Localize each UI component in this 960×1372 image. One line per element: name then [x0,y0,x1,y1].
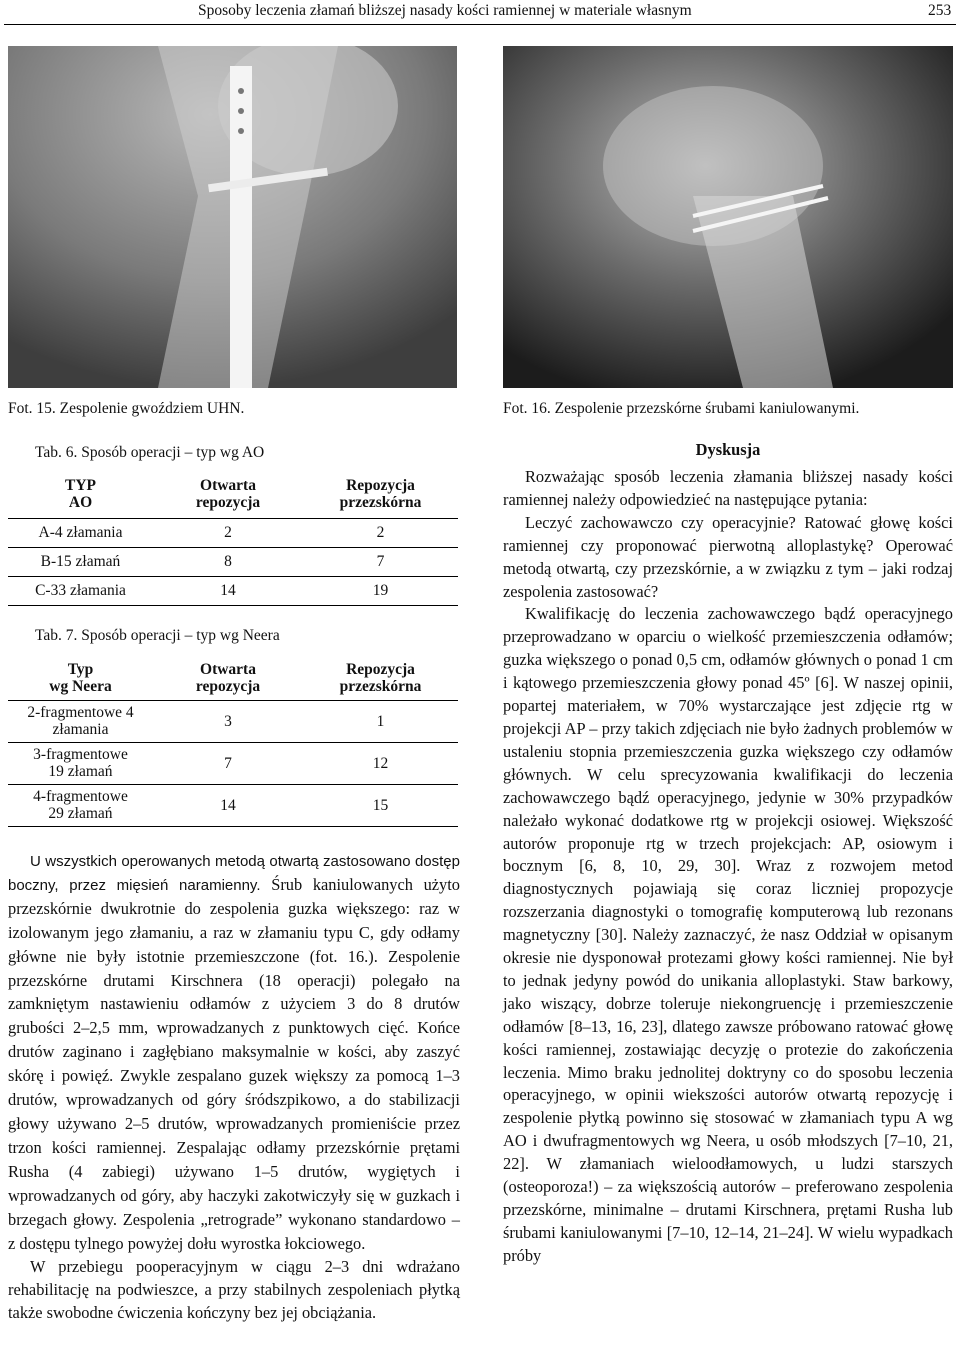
tab7-r1-c2: 12 [303,742,458,784]
right-paragraph-1: Rozważając sposób leczenia złamania bliższej nasady kości ramiennej należy odpowiedzieć na następujące pytania: [503,467,953,509]
table-row [8,700,458,742]
tab6-header-open [153,470,303,518]
tab7-r0-c0-l1: 2-fragmentowe 4 [27,704,134,721]
left-paragraph-1 [8,851,460,1256]
right-paragraph-2: Leczyć zachowawczo czy operacyjnie? Ratować głowę kości ramiennej czy proponować pierwotną alloplastykę? Operować metodą otwartą, czy przezskórnie, a w związku z tym – jaki rodzaj zespolenia zastosować? [503,512,953,601]
tab6-r0-c2: 2 [303,518,458,547]
tab7-r1-c0-l1: 3-fragmentowe [33,746,128,763]
tab6-header-row [8,470,458,518]
tab6-r2-c0: C-33 złamania [8,576,153,605]
left-p1-sans: U wszystkich operowanych metodą otwartą zastosowano dostęp boczny, przez mięsień naramienny. [8,853,460,894]
tab7-r2-c1: 14 [153,784,303,826]
tab6-table [8,470,458,606]
tab7-h1-l1: Otwarta [200,660,256,678]
tab7-h0-l1: Typ [67,660,94,678]
tab7-table [8,656,458,827]
page-number: 253 [928,2,952,19]
running-title: Sposoby leczenia złamań bliższej nasady kości ramiennej w materiale własnym [198,2,692,19]
tab7-h0-l2: wg Neera [49,677,112,695]
tab7-header-row [8,656,458,700]
tab7-r1-c0 [8,742,153,784]
tab6-r1-c2: 7 [303,547,458,576]
fig16-caption: Fot. 16. Zespolenie przezskórne śrubami kaniulowanymi. [503,400,860,417]
tab6-r0-c0: A-4 złamania [8,518,153,547]
header-rule [4,24,956,25]
discussion-heading: Dyskusja [695,440,761,459]
tab7-header-open [153,656,303,700]
tab7-h1-l2: repozycja [195,677,261,695]
tab6-h1-l1: Otwarta [200,476,256,494]
tab6-header-type [8,470,153,518]
tab6-r2-c2: 19 [303,576,458,605]
right-paragraph-3: Kwalifikację do leczenia zachowawczego bądź operacyjnego przeprowadzano w oparciu o wielkość przemieszczenia odłamów; guzka większego o ponad 0,5 cm, odłamów głównych o ponad 1 cm i kątowego przemieszczenia głowy ponad 45º [6]. W naszej opinii, popartej materiałem, w 70% wystarczające jest zdjęcie rtg w projekcji AP – przy takich zdjęciach nie było żadnych problemów w ustaleniu stopnia przemieszczenia guzka większego czy odłamów głównych. W celu sprecyzowania kwalifikacji do leczenia zachowawczego bądź operacyjnego, jedynie w 30% przypadków należało wykonać dodatkowe rtg w projekcji osiowej. Większość autorów proponuje rtg w trzech projekcjach: AP, osiowym i bocznym [6, 8, 10, 29, 30]. Wraz z rozwojem metod diagnostycznych pojawiają się coraz liczniej propozycje rozszerzania diagnostyki o tomografię komputerową lub rezonans magnetyczny [30]. Należy zaznaczyć, że nasz Oddział w opisanym okresie nie dysponował protezami głowy kości ramiennej. Nie był to jednak jedyny powód do unikania alloplastyki. Staw barkowy, jako wiszący, dobrze toleruje niekongruencję i przemieszczenie odłamów [8–13, 16, 23], dlatego zawsze próbowano ratować głowę kości ramiennej, zostawiając decyzję o protezie do zakończenia leczenia. Mimo braku jednolitej doktryny co do sposobu leczenia operacyjnego, w opinii wiekszości autorów otwartą repozycję i zespolenie płytką powinno się stosować w złamaniach typu A wg AO i dwufragmentowych wg Neera, u osób młodszych [7–10, 21, 22]. W złamaniach wieloodłamowych, u ludzi starszych (osteoporoza!) – za większością autorów – preferowano zespolenia przezskórne, minimalne – drutami Kirschnera, prętami Rusha lub śrubami kaniulowanymi [7–10, 12–14, 21–24]. W wielu wypadkach próby [503,604,953,1265]
left-p1-serif: Śrub kaniulowanych użyto przezskórnie dwukrotnie do zespolenia guzka większego: raz w izolowanym jego złamaniu, a raz w złamaniu typu C, gdy odłamy główne nie były istotnie przemieszczone (fot. 16.). Zespolenie przezskórne drutami Kirschnera (18 operacji) polegało na zamkniętym nastawieniu odłamów z użyciem 3 do 8 drutów grubości 2–2,5 mm, wprowadzanych z punktowych cięć. Końce drutów zaginano i zagłębiano maksymalnie w kości, aby zaszyć skórę i powięź. Zwykle zespalano guzek większy za pomocą 1–3 drutów, wprowadzanych od góry śródszpikowo, a do stabilizacji głowy używano 2–5 drutów, wprowadzanych promieniście przez trzon kości ramiennej. Zespalając odłamy przezskórnie prętami Rusha (4 zabiegi) używano 1–5 drutów, wygiętych i wprowadzanych od góry, aby haczyki zakotwiczyły się w guzkach i brzegach głowy. Zespolenia „retrograde” wykonano standardowo – z dostępu tylnego powyżej dołu wyrostka łokciowego. [8,874,461,1253]
tab7-header-type [8,656,153,700]
tab7-r0-c2: 1 [303,700,458,742]
tab6-r1-c0: B-15 złamań [8,547,153,576]
tab7-r0-c1: 3 [153,700,303,742]
tab7-r2-c0 [8,784,153,826]
fig16-xray-image [503,46,953,388]
tab7-r0-c0-l2: złamania [52,721,109,738]
tab7-h2-l2: przezskórna [339,677,422,695]
tab6-h2-l1: Repozycja [346,476,415,494]
table-row [8,784,458,826]
tab7-r1-c0-l2: 19 złamań [48,763,113,780]
right-body-text [503,466,953,1268]
table-row [8,742,458,784]
table-row [8,518,458,547]
tab6-r2-c1: 14 [153,576,303,605]
tab7-r2-c0-l2: 29 złamań [48,805,113,822]
tab6-header-percutaneous [303,470,458,518]
table-row [8,547,458,576]
tab6-caption: Tab. 6. Sposób operacji – typ wg AO [35,444,265,461]
tab7-r0-c0 [8,700,153,742]
tab7-caption: Tab. 7. Sposób operacji – typ wg Neera [35,627,280,644]
tab7-r2-c2: 15 [303,784,458,826]
tab7-r1-c1: 7 [153,742,303,784]
tab6-r1-c1: 8 [153,547,303,576]
tab6-r0-c1: 2 [153,518,303,547]
table-row [8,576,458,605]
tab6-h1-l2: repozycja [195,493,261,511]
fig15-caption: Fot. 15. Zespolenie gwoździem UHN. [8,400,245,417]
tab6-h2-l2: przezskórna [339,493,422,511]
left-body-text [8,851,460,1325]
running-header [0,0,960,26]
fig15-xray-image [8,46,457,388]
tab7-header-percutaneous [303,656,458,700]
left-paragraph-2: W przebiegu pooperacyjnym w ciągu 2–3 dni wdrażano rehabilitację na podwieszce, a przy stabilnych zespoleniach płytką także swobodne ćwiczenia kończyny bez jej obciążania. [8,1257,460,1323]
tab7-r2-c0-l1: 4-fragmentowe [33,788,128,805]
tab6-h0-l1: TYP [65,476,96,494]
tab6-h0-l2: AO [68,493,93,511]
tab7-h2-l1: Repozycja [346,660,415,678]
